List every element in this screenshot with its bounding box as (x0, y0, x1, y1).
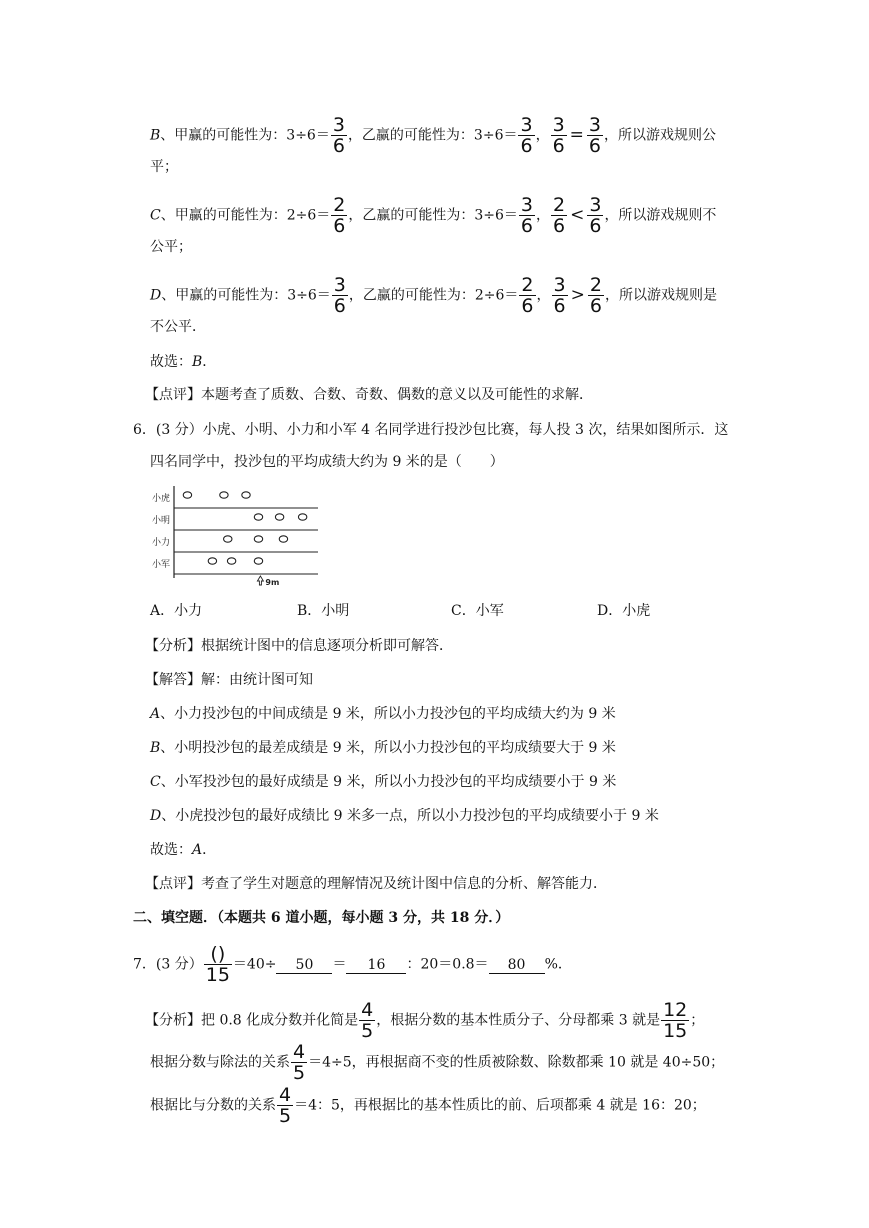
text-span: 【分析】把 0.8 化成分数并化简是 (145, 1012, 359, 1029)
fraction (277, 1085, 293, 1126)
denominator: 5 (361, 1020, 374, 1042)
q6-analysis: 【分析】根据统计图中的信息逐项分析即可解答． (145, 638, 453, 654)
chart-point (279, 536, 287, 542)
denominator: 6 (589, 215, 602, 237)
compare-sign: < (570, 204, 585, 225)
q6-stem-line2: 四名同学中，投沙包的平均成绩大约为 9 米的是（ ） (150, 454, 504, 470)
text-span: %． (544, 956, 572, 973)
numerator: 2 (521, 274, 534, 296)
q6-item-c (150, 772, 616, 792)
option-c-cont: 公平； (150, 239, 192, 255)
text-span: 、甲赢的可能性为：3÷6＝ (161, 287, 331, 304)
numerator: 4 (361, 999, 374, 1021)
numerator: 2 (553, 194, 566, 216)
chart-point (254, 514, 262, 520)
fraction (588, 275, 604, 316)
item-letter: C (150, 774, 161, 790)
option-b-letter: B (150, 127, 161, 144)
answer-letter: A (192, 842, 203, 858)
chart-point (183, 492, 191, 498)
answer-suffix: ． (202, 354, 217, 370)
text-span: ，所以游戏规则是 (604, 287, 717, 304)
denominator: 6 (553, 295, 566, 317)
numerator: 2 (333, 194, 346, 216)
chart-point (220, 492, 228, 498)
fraction (331, 195, 347, 236)
chart-row-label: 小虎 (152, 494, 171, 504)
compare-sign: > (570, 284, 585, 305)
q6-comment: 【点评】考查了学生对题意的理解情况及统计图中信息的分析、解答能力． (145, 876, 607, 892)
fraction (587, 115, 603, 156)
q6-item-d (150, 806, 659, 826)
item-letter: A (150, 706, 161, 722)
q6-item-b (150, 738, 616, 758)
numerator: 3 (520, 194, 533, 216)
option-c-line (150, 195, 716, 236)
denominator: 6 (333, 215, 346, 237)
q6-option-c[interactable]: C．小军 (451, 603, 504, 619)
answer-letter: B (192, 354, 203, 370)
q6-solution: 【解答】解：由统计图可知 (145, 672, 313, 688)
item-letter: D (150, 808, 162, 824)
numerator: 3 (589, 194, 602, 216)
text-span: ， (536, 207, 550, 224)
fraction (552, 275, 568, 316)
option-c-letter: C (150, 207, 161, 224)
answer-blank: 16 (346, 957, 406, 974)
numerator: 12 (663, 999, 688, 1021)
text-span: ，所以游戏规则不 (604, 207, 717, 224)
option-b-line (150, 115, 716, 156)
item-text: 、小明投沙包的最差成绩是 9 米，所以小力投沙包的平均成绩要大于 9 米 (160, 740, 616, 756)
q7-prefix: 7．(3 分） (133, 956, 203, 973)
text-span: 、甲赢的可能性为：2÷6＝ (160, 207, 331, 224)
option-d-line (150, 275, 717, 316)
text-span: ，乙赢的可能性为：2÷6＝ (348, 287, 519, 304)
denominator: 15 (663, 1020, 688, 1042)
text-span: ，所以游戏规则公 (604, 127, 717, 144)
text-span: ：20＝0.8＝ (406, 956, 489, 973)
item-text: 、小力投沙包的中间成绩是 9 米，所以小力投沙包的平均成绩大约为 9 米 (160, 706, 616, 722)
fraction (661, 1000, 689, 1041)
answer-blank: 50 (276, 957, 332, 974)
fraction (519, 275, 535, 316)
denominator: 6 (589, 295, 602, 317)
option-b-cont: 平； (150, 159, 178, 175)
chart-point (298, 514, 306, 520)
denominator: 6 (520, 135, 533, 157)
text-span: ，根据分数的基本性质分子、分母都乘 3 就是 (376, 1012, 661, 1029)
q6-option-b[interactable]: B．小明 (297, 603, 350, 619)
fraction (519, 195, 535, 236)
fraction (587, 195, 603, 236)
fraction (359, 1000, 375, 1041)
text-span: ， (536, 287, 551, 304)
item-letter: B (150, 740, 161, 756)
text-span: 、甲赢的可能性为：3÷6＝ (160, 127, 330, 144)
chart-point (242, 492, 250, 498)
section-2-title: 二、填空题．（本题共 6 道小题，每小题 3 分，共 18 分．） (133, 910, 510, 926)
numerator: () (204, 944, 232, 965)
numerator: 4 (293, 1041, 306, 1063)
answer-prefix: 故选： (150, 354, 192, 370)
denominator: 15 (205, 964, 230, 986)
denominator: 6 (520, 215, 533, 237)
option-d-letter: D (150, 287, 162, 304)
denominator: 6 (588, 135, 602, 157)
text-span: ，乙赢的可能性为：3÷6＝ (348, 207, 518, 224)
q7-analysis-line3 (150, 1085, 706, 1126)
fraction (204, 944, 232, 985)
text-span: ＝40÷ (232, 956, 277, 973)
text-span: 根据比与分数的关系 (150, 1097, 276, 1114)
q6-stem-line1: 6．(3 分）小虎、小明、小力和小军 4 名同学进行投沙包比赛，每人投 3 次，结果如图所示．这 (133, 422, 729, 438)
denominator: 6 (553, 215, 566, 237)
q6-answer (150, 840, 216, 860)
denominator: 6 (333, 295, 346, 317)
fraction (551, 195, 567, 236)
numerator: 4 (279, 1084, 292, 1106)
chart-marker-label: 9m (265, 578, 280, 587)
fraction (332, 275, 348, 316)
q6-option-d[interactable]: D．小虎 (597, 603, 651, 619)
chart-point (224, 536, 232, 542)
numerator: 2 (589, 274, 602, 296)
numerator: 3 (553, 274, 566, 296)
q7-analysis-line2 (150, 1042, 724, 1083)
text-span: ； (690, 1012, 705, 1029)
chart-point (227, 558, 235, 564)
denominator: 6 (521, 295, 534, 317)
denominator: 5 (279, 1105, 292, 1127)
answer-blank: 80 (489, 957, 545, 974)
chart-row-label: 小力 (152, 538, 171, 548)
compare-sign: = (569, 124, 584, 145)
chart-point (275, 514, 283, 520)
numerator: 3 (520, 114, 533, 136)
text-span: ＝ (332, 956, 347, 973)
q7-stem (133, 944, 572, 985)
chart-point (254, 558, 262, 564)
text-span: ， (535, 127, 550, 144)
fraction (551, 115, 567, 156)
q6-item-a (150, 704, 616, 724)
numerator: 3 (332, 114, 345, 136)
q5-comment: 【点评】本题考查了质数、合数、奇数、偶数的意义以及可能性的求解． (145, 387, 593, 403)
toss-chart (150, 480, 325, 592)
option-d-cont: 不公平． (150, 319, 206, 335)
denominator: 6 (552, 135, 565, 157)
fraction (518, 115, 534, 156)
chart-marker-arrow (257, 576, 263, 585)
text-span: ＝4÷5，再根据商不变的性质被除数、除数都乘 10 就是 40÷50； (308, 1054, 725, 1071)
text-span: 根据分数与除法的关系 (150, 1054, 290, 1071)
item-text: 、小虎投沙包的最好成绩比 9 米多一点，所以小力投沙包的平均成绩要小于 9 米 (161, 808, 659, 824)
answer-suffix: ． (202, 842, 217, 858)
chart-point (254, 536, 262, 542)
q7-analysis-line1 (145, 1000, 704, 1041)
chart-row-label: 小明 (152, 516, 171, 526)
item-text: 、小军投沙包的最好成绩是 9 米，所以小力投沙包的平均成绩要小于 9 米 (160, 774, 617, 790)
denominator: 5 (293, 1062, 306, 1084)
numerator: 3 (552, 114, 565, 136)
text-span: ＝4：5，再根据比的基本性质比的前、后项都乘 4 就是 16：20； (294, 1097, 706, 1114)
q6-option-a[interactable]: A．小力 (150, 603, 203, 619)
fraction (331, 115, 347, 156)
numerator: 3 (333, 274, 346, 296)
q5-answer (150, 352, 216, 372)
answer-prefix: 故选： (150, 842, 192, 858)
denominator: 6 (332, 135, 345, 157)
chart-point (208, 558, 216, 564)
chart-row-label: 小军 (152, 560, 171, 570)
fraction (291, 1042, 307, 1083)
text-span: ，乙赢的可能性为：3÷6＝ (347, 127, 518, 144)
numerator: 3 (588, 114, 602, 136)
